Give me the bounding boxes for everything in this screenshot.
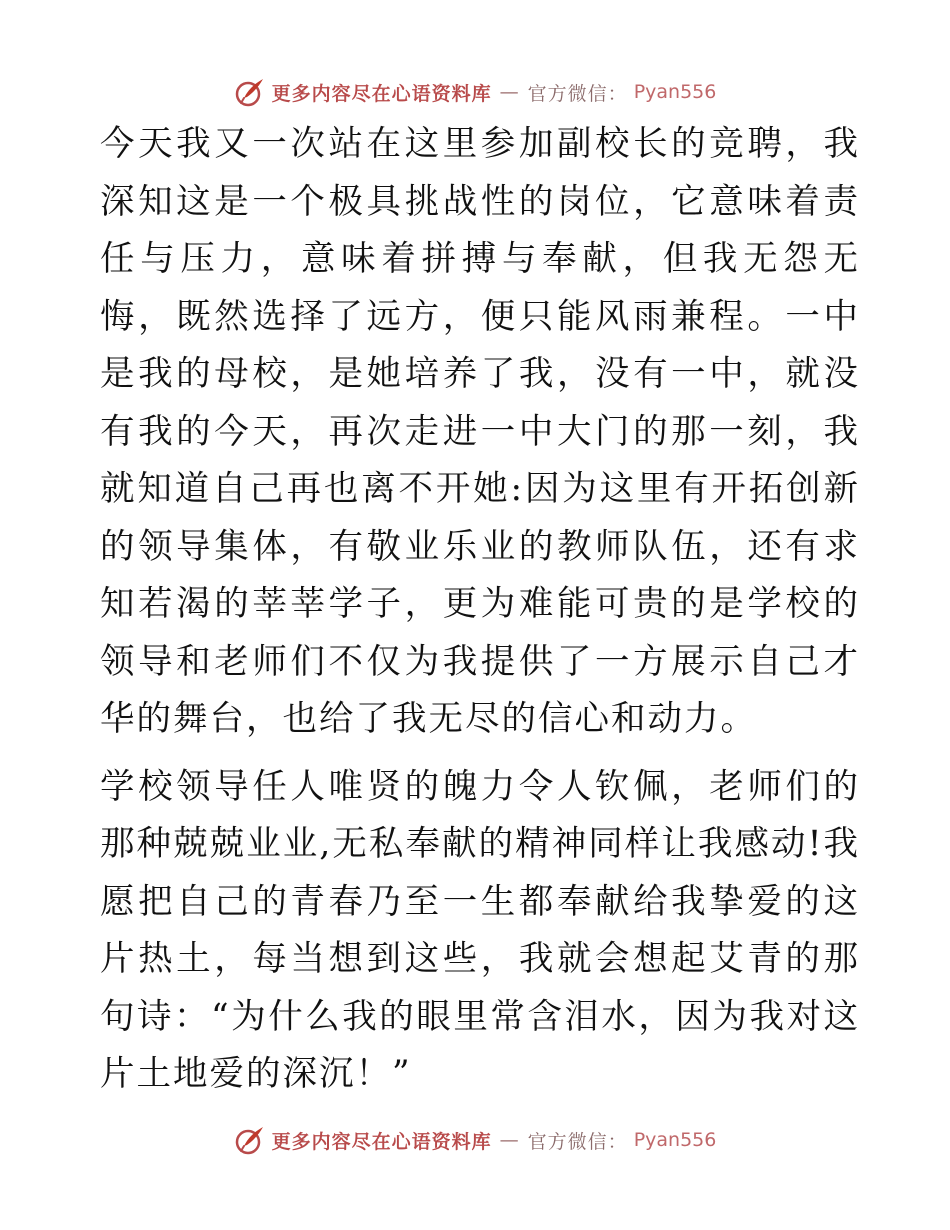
header-banner [0, 72, 950, 112]
footer-banner-inner [234, 1124, 717, 1156]
header-banner-wechat-id: Pyan556 [633, 81, 717, 103]
paragraph-2: 学校领导任人唯贤的魄力令人钦佩，老师们的那种兢兢业业,无私奉献的精神同样让我感动!我愿把自己的青春乃至一生都奉献给我挚爱的这片热土，每当想到这些，我就会想起艾青的那句诗：“为什么我的眼里常含泪水，因为我对这片土地爱的深沉！” [100, 766, 860, 1094]
feather-pen-logo-icon [234, 76, 266, 108]
paragraph-1: 今天我又一次站在这里参加副校长的竞聘，我深知这是一个极具挑战性的岗位，它意味着责任与压力，意味着拼搏与奉献，但我无怨无悔，既然选择了远方，便只能风雨兼程。一中是我的母校，是她培养了我，没有一中，就没有我的今天，再次走进一中大门的那一刻，我就知道自己再也离不开她:因为这里有开拓创新的领导集体，有敬业乐业的教师队伍，还有求知若渴的莘莘学子，更为难能可贵的是学校的领导和老师们不仅为我提供了一方展示自己才华的舞台，也给了我无尽的信心和动力。 [100, 124, 860, 739]
document-body [100, 116, 860, 1104]
header-banner-inner [234, 76, 717, 108]
footer-banner-wechat-id: Pyan556 [633, 1129, 717, 1151]
footer-banner [0, 1120, 950, 1160]
feather-pen-logo-icon [234, 1124, 266, 1156]
footer-banner-text: 更多内容尽在心语资料库 [271, 1130, 492, 1153]
footer-banner-label: 官方微信： [527, 1130, 628, 1153]
header-banner-text: 更多内容尽在心语资料库 [271, 82, 492, 105]
header-banner-label: 官方微信： [527, 82, 628, 105]
footer-banner-dash: — [499, 1129, 520, 1151]
header-banner-dash: — [499, 81, 520, 103]
